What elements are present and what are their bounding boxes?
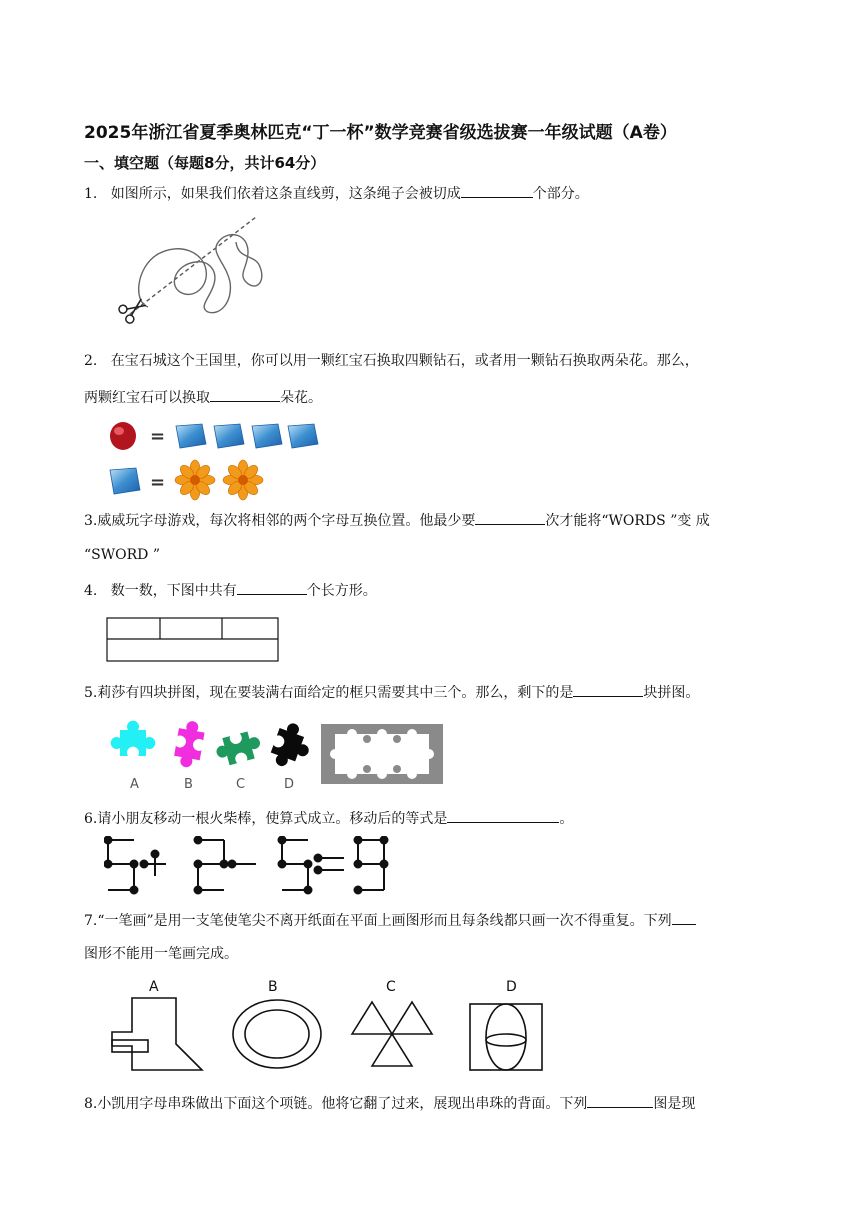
question-text-end: 。 bbox=[559, 811, 574, 827]
question-4 bbox=[84, 580, 377, 601]
question-number: 8. bbox=[84, 1096, 98, 1112]
puzzle-label-c: C bbox=[236, 777, 246, 792]
question-text-end: 朵花。 bbox=[280, 390, 322, 406]
question-2-line-2 bbox=[84, 387, 322, 408]
matchstick-plus bbox=[141, 851, 167, 877]
question-5 bbox=[84, 682, 699, 703]
question-1 bbox=[84, 183, 589, 204]
question-number: 5. bbox=[84, 685, 98, 701]
question-7-line-2: 图形不能用一笔画完成。 bbox=[84, 946, 238, 962]
figure-b-rings bbox=[233, 1000, 321, 1068]
question-text: 如图所示，如果我们依着这条直线剪，这条绳子会被切成 bbox=[110, 186, 461, 202]
section-heading: 一、填空题（每题8分，共计64分） bbox=[84, 154, 326, 172]
page-title: 2025年浙江省夏季奥林匹克“丁一杯”数学竞赛省级选拔赛一年级试题（A卷） bbox=[84, 123, 677, 143]
question-text: 在宝石城这个王国里，你可以用一颗红宝石换取四颗钻石，或者用一颗钻石换取两朵花。那么， bbox=[110, 353, 699, 369]
question-text-end: 个长方形。 bbox=[306, 583, 377, 599]
puzzle-frame bbox=[321, 724, 443, 784]
question-7 bbox=[84, 910, 696, 931]
question-number: 4. bbox=[84, 583, 98, 599]
matchstick-digit bbox=[355, 837, 388, 894]
one-stroke-figures bbox=[104, 974, 554, 1078]
matchstick-equals bbox=[315, 855, 345, 874]
answer-blank[interactable] bbox=[447, 808, 559, 823]
figure-c-triangles bbox=[352, 1002, 432, 1066]
figure-label-c: C bbox=[386, 979, 396, 995]
question-number: 1. bbox=[84, 186, 98, 202]
question-text: 数一数，下图中共有 bbox=[110, 583, 237, 599]
puzzle-a-shape bbox=[111, 721, 156, 756]
question-3-line-2: “SWORD ” bbox=[84, 547, 160, 563]
figure-label-d: D bbox=[506, 979, 517, 995]
puzzle-piece-a bbox=[111, 721, 156, 756]
equals-sign: = bbox=[150, 472, 166, 493]
answer-blank[interactable] bbox=[210, 387, 280, 402]
puzzle-c-shape bbox=[213, 729, 263, 768]
question-text: 小凯用字母串珠做出下面这个项链。他将它翻了过来，展现出串珠的背面。下列 bbox=[97, 1096, 588, 1112]
puzzle-piece-d bbox=[268, 719, 316, 773]
question-text-end: 个部分。 bbox=[532, 186, 589, 202]
figure-label-b: B bbox=[268, 979, 278, 995]
question-text: 威威玩字母游戏，每次将相邻的两个字母互换位置。他最少要 bbox=[97, 513, 476, 529]
question-text: 莉莎有四块拼图，现在要装满右面给定的框只需要其中三个。那么，剩下的是 bbox=[97, 685, 574, 701]
question-2 bbox=[84, 351, 699, 371]
answer-blank[interactable] bbox=[475, 510, 545, 525]
gem-exchange-figure bbox=[108, 418, 328, 502]
figure-d-box-ellipse bbox=[470, 1004, 542, 1070]
question-number: 2. bbox=[84, 353, 98, 369]
answer-blank[interactable] bbox=[672, 910, 696, 925]
answer-blank[interactable] bbox=[573, 682, 643, 697]
matchstick-digit bbox=[105, 837, 138, 894]
equals-sign: = bbox=[150, 426, 166, 447]
diamond-icon bbox=[252, 424, 282, 448]
question-number: 3. bbox=[84, 513, 98, 529]
matchstick-equation bbox=[104, 836, 394, 896]
rope-scissors-figure bbox=[108, 212, 278, 342]
diamond-icon bbox=[214, 424, 244, 448]
puzzle-label-a: A bbox=[130, 777, 139, 792]
diamond-icon bbox=[176, 424, 206, 448]
answer-blank[interactable] bbox=[587, 1093, 653, 1108]
flower-icon bbox=[175, 460, 215, 500]
question-text-end: 次才能将“WORDS ”变 成 bbox=[545, 513, 710, 529]
figure-a-boot bbox=[112, 998, 202, 1070]
question-text: “一笔画”是用一支笔使笔尖不离开纸面在平面上画图形而且每条线都只画一次不得重复。下列 bbox=[97, 913, 672, 929]
question-6 bbox=[84, 808, 573, 829]
question-text: 请小朋友移动一根火柴棒，使算式成立。移动后的等式是 bbox=[97, 811, 448, 827]
scissors-icon bbox=[117, 294, 149, 325]
matchstick-minus bbox=[229, 861, 257, 868]
matchstick-digit bbox=[195, 837, 228, 894]
figure-label-a: A bbox=[149, 979, 159, 995]
question-text: 两颗红宝石可以换取 bbox=[84, 390, 210, 406]
puzzle-piece-c bbox=[213, 729, 263, 768]
question-text-end: 块拼图。 bbox=[643, 685, 700, 701]
diamond-icon bbox=[110, 468, 140, 494]
question-number: 7. bbox=[84, 913, 98, 929]
puzzle-d-shape bbox=[268, 719, 316, 773]
puzzle-figure bbox=[106, 716, 446, 792]
rectangles-figure bbox=[106, 617, 281, 663]
question-3 bbox=[84, 510, 710, 531]
question-number: 6. bbox=[84, 811, 98, 827]
puzzle-piece-b bbox=[172, 719, 206, 769]
flower-icon bbox=[223, 460, 263, 500]
ruby-icon bbox=[110, 422, 136, 450]
answer-blank[interactable] bbox=[237, 580, 307, 595]
question-text-end: 图是现 bbox=[653, 1096, 696, 1112]
diamond-icon bbox=[288, 424, 318, 448]
question-8 bbox=[84, 1093, 695, 1114]
puzzle-b-shape bbox=[172, 719, 206, 769]
puzzle-label-d: D bbox=[284, 777, 295, 792]
answer-blank[interactable] bbox=[461, 183, 533, 198]
matchstick-digit bbox=[279, 837, 312, 894]
puzzle-label-b: B bbox=[184, 777, 193, 792]
